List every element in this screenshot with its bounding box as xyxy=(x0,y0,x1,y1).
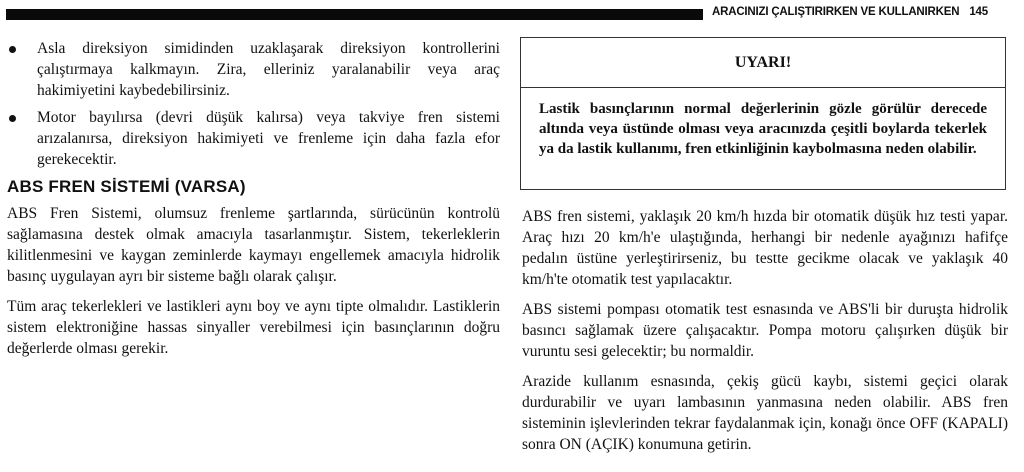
chapter-title: ARACINIZI ÇALIŞTIRIRKEN VE KULLANIRKEN xyxy=(712,6,960,18)
bullet-text: Asla direksiyon simidinden uzaklaşarak direksiyon kontrollerini çalıştırmaya kalkmayın. Zira, elleriniz yaralanabilir veya araç hakimiyetini kaybedebilirsiniz. xyxy=(37,40,500,99)
paragraph: Tüm araç tekerlekleri ve lastikleri aynı boy ve aynı tipte olmalıdır. Lastiklerin sistem elektroniğine hassas sinyaller verebilmesi için basınçlarının doğru değerlerde olması gerekir. xyxy=(7,298,500,357)
bullet-icon xyxy=(9,46,16,53)
paragraph: ABS sistemi pompası otomatik test esnasında ve ABS'li bir duruşta hidrolik basıncı sağlamak üzere çalışacaktır. Pompa motoru çalışırken düşük bir vuruntu sesi gelecektir; bu normaldir. xyxy=(522,301,1008,360)
warning-box xyxy=(520,37,1006,190)
left-column xyxy=(7,38,500,368)
bullet-text: Motor bayılırsa (devri düşük kalırsa) veya takviye fren sistemi arızalanırsa, direksiyon hakimiyeti ve frenleme için daha fazla efor gerekecektir. xyxy=(37,109,500,168)
paragraph: ABS Fren Sistemi, olumsuz frenleme şartlarında, sürücünün kontrolü sağlamasına destek olmak amacıyla tasarlanmıştır. Sistem, tekerleklerin kilitlenmesini ve kaygan zeminlerde kaymayı engellemek amacıyla hidrolik basınç uygulayan ayrı bir sisteme bağlı olarak çalışır. xyxy=(7,205,500,285)
page-number: 145 xyxy=(969,6,988,18)
bullet-icon xyxy=(9,115,16,122)
bullet-item xyxy=(7,107,500,170)
header-rule xyxy=(6,9,703,20)
bullet-item xyxy=(7,38,500,101)
section-heading: ABS FREN SİSTEMİ (VARSA) xyxy=(7,177,246,196)
running-header xyxy=(712,6,988,18)
paragraph: Arazide kullanım esnasında, çekiş gücü kaybı, sistemi geçici olarak durdurabilir ve uyarı lambasının yanmasına neden olabilir. ABS fren sisteminin işlevlerinden tekrar faydalanmak için, konağı önce OFF (KAPALI) sonra ON (AÇIK) konumuna getirin. xyxy=(522,373,1008,453)
warning-title: UYARI! xyxy=(521,38,1005,88)
warning-text: Lastik basınçlarının normal değerlerinin gözle görülür derecede altında veya üstünde olması veya aracınızda çeşitli boylarda tekerlek ya da lastik kullanımı, fren etkinliğinin kaybolmasına neden olabilir. xyxy=(539,101,987,157)
paragraph: ABS fren sistemi, yaklaşık 20 km/h hızda bir otomatik düşük hız testi yapar. Araç hızı 20 km/h'e ulaştığında, herhangi bir nedenle ayağınızı hafifçe pedalın üstüne yerleştirirseniz, bu testte gecikme olacak ve yaklaşık 40 km/h'te otomatik test yapılacaktır. xyxy=(522,208,1008,288)
right-column xyxy=(522,206,1008,464)
